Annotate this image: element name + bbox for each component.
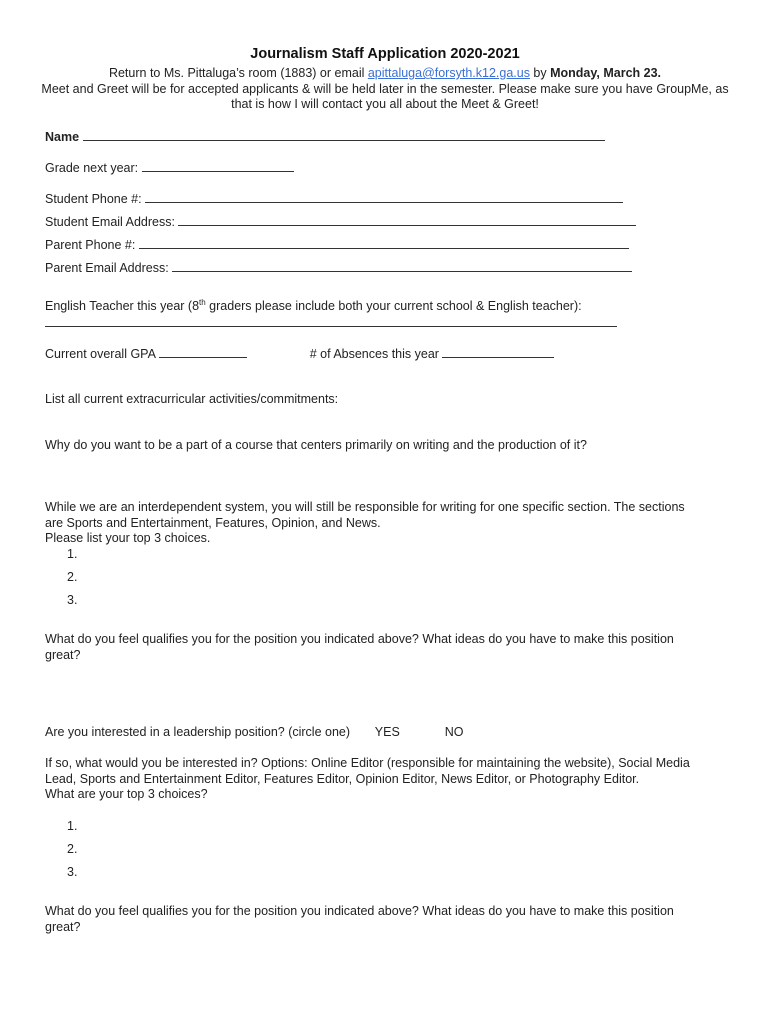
intro-part1: Return to Ms. Pittaluga’s room (1883) or email bbox=[108, 66, 368, 80]
sections-choice-2: 2. bbox=[67, 570, 78, 584]
deadline: Monday, March 23. bbox=[550, 66, 662, 80]
intro-text bbox=[40, 66, 730, 113]
parent-email-label: Parent Email Address: bbox=[45, 261, 169, 275]
sections-question bbox=[45, 500, 705, 547]
intro-part2: by bbox=[529, 66, 551, 80]
yes-option[interactable]: YES bbox=[374, 725, 400, 739]
student-phone-field bbox=[45, 190, 623, 206]
leadership-choice-1: 1. bbox=[67, 819, 78, 833]
grade-line[interactable] bbox=[142, 159, 294, 172]
leadership-options-text: If so, what would you be interested in? Options: Online Editor (responsible for maintaining the website), Social Media Lead, Sports and Entertainment Editor, Features Editor, Opinion Editor, News Editor, or Photography Editor. bbox=[45, 756, 690, 786]
page-title: Journalism Staff Application 2020-2021 bbox=[250, 46, 520, 62]
absences-label: # of Absences this year bbox=[309, 347, 439, 361]
leadership-choice-2: 2. bbox=[67, 842, 78, 856]
english-teacher-line[interactable] bbox=[45, 314, 617, 327]
parent-phone-field bbox=[45, 236, 629, 252]
grade-field bbox=[45, 159, 294, 175]
student-email-label: Student Email Address: bbox=[45, 215, 175, 229]
student-phone-line[interactable] bbox=[145, 190, 623, 203]
leadership-options bbox=[45, 756, 705, 803]
gpa-absences-row bbox=[45, 345, 554, 361]
extracurricular-question: List all current extracurricular activities/commitments: bbox=[45, 392, 339, 406]
english-teacher-line-row bbox=[45, 314, 617, 330]
intro-line2: Meet and Greet will be for accepted applicants & will be held later in the semester. Please make sure you have GroupMe, as that is how I will contact you all about the Meet & Greet! bbox=[41, 81, 729, 111]
sections-prompt: Please list your top 3 choices. bbox=[45, 531, 211, 545]
parent-phone-label: Parent Phone #: bbox=[45, 238, 136, 252]
leadership-prompt: What are your top 3 choices? bbox=[45, 787, 208, 801]
grade-label: Grade next year: bbox=[45, 161, 139, 175]
sections-text: While we are an interdependent system, you will still be responsible for writing for one specific section. The sections are Sports and Entertainment, Features, Opinion, and News. bbox=[45, 500, 685, 530]
qualifies-question-1: What do you feel qualifies you for the position you indicated above? What ideas do you have to make this position great? bbox=[45, 632, 674, 662]
sections-choice-3: 3. bbox=[67, 593, 78, 607]
english-teacher-sup: th bbox=[199, 298, 206, 307]
english-teacher-field bbox=[45, 298, 582, 313]
parent-email-field bbox=[45, 259, 632, 275]
email-link[interactable]: apittaluga@forsyth.k12.ga.us bbox=[367, 66, 530, 80]
qualifies-question-2: What do you feel qualifies you for the position you indicated above? What ideas do you have to make this position great? bbox=[45, 904, 674, 934]
no-option[interactable]: NO bbox=[444, 725, 464, 739]
leadership-choice-3: 3. bbox=[67, 865, 78, 879]
parent-email-line[interactable] bbox=[172, 259, 632, 272]
student-phone-label: Student Phone #: bbox=[45, 192, 142, 206]
gpa-label: Current overall GPA bbox=[45, 347, 156, 361]
parent-phone-line[interactable] bbox=[139, 236, 629, 249]
student-email-line[interactable] bbox=[178, 213, 636, 226]
leadership-question bbox=[45, 725, 464, 739]
name-line[interactable] bbox=[83, 128, 605, 141]
student-email-field bbox=[45, 213, 636, 229]
sections-choice-1: 1. bbox=[67, 547, 78, 561]
name-label: Name bbox=[45, 130, 80, 144]
why-question: Why do you want to be a part of a course that centers primarily on writing and the production of it? bbox=[45, 438, 587, 452]
name-field bbox=[45, 128, 605, 144]
absences-line[interactable] bbox=[442, 345, 554, 358]
gpa-line[interactable] bbox=[159, 345, 247, 358]
leadership-label: Are you interested in a leadership position? (circle one) bbox=[45, 725, 351, 739]
english-teacher-label-a: English Teacher this year (8 bbox=[45, 299, 200, 314]
english-teacher-label-b: graders please include both your current school & English teacher): bbox=[205, 299, 582, 314]
